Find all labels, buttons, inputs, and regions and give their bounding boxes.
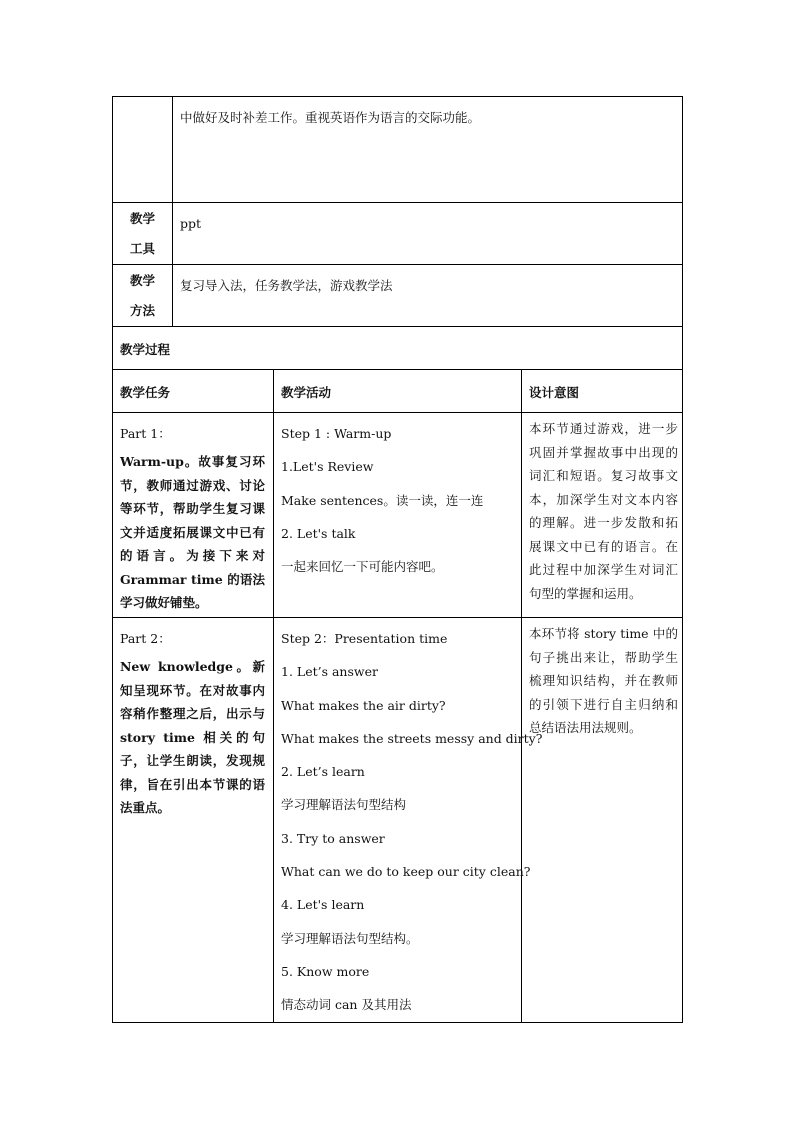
- methods-label-line-1: 教学: [129, 273, 155, 288]
- tools-value: ppt: [173, 203, 683, 265]
- lesson-plan-table: [112, 96, 683, 1023]
- part1-design: 本环节通过游戏，进一步巩固并掌握故事中出现的词汇和短语。复习故事文本，加深学生对文本内容的理解。进一步发散和拓展课文中已有的语言。在此过程中加深学生对词汇句型的掌握和运用。: [522, 413, 683, 618]
- part2-activity: 学习理解语法句型结构: [281, 797, 407, 813]
- part2-activity: What makes the streets messy and dirty?: [281, 730, 543, 746]
- methods-value: 复习导入法，任务教学法，游戏教学法: [173, 265, 683, 327]
- part1-activity: 一起来回忆一下可能内容吧。: [281, 559, 444, 575]
- part2-activity: 学习理解语法句型结构。: [281, 930, 419, 946]
- header-row: [113, 370, 683, 413]
- part1-activity: 2. Let's talk: [281, 525, 356, 541]
- part2-activity: 3. Try to answer: [281, 830, 385, 846]
- tools-label: [113, 203, 173, 265]
- intro-label-cell: [113, 97, 173, 203]
- tools-label-line-1: 教学: [129, 211, 155, 226]
- part1-activity: Step 1 : Warm-up: [281, 426, 392, 441]
- intro-text: 中做好及时补差工作。重视英语作为语言的交际功能。: [173, 97, 683, 203]
- part2-activity: 2. Let’s learn: [281, 764, 365, 780]
- part2-activity: 1. Let’s answer: [281, 664, 378, 680]
- process-row: [113, 327, 683, 370]
- header-activity: 教学活动: [274, 370, 522, 413]
- header-design: 设计意图: [522, 370, 683, 413]
- part2-activity: 情态动词 can 及其用法: [281, 997, 412, 1013]
- tools-label-line-2: 工具: [129, 241, 155, 256]
- methods-label: [113, 265, 173, 327]
- part1-activity-cell: [274, 413, 522, 618]
- part1-task-desc: Warm-up。故事复习环节，教师通过游戏、讨论等环节，帮助学生复习课文并适度拓展课文中已有的语言。为接下来对 Grammar time 的语法学习做好铺垫。: [120, 454, 265, 611]
- part2-title: Part 2：: [120, 631, 171, 646]
- header-task: 教学任务: [113, 370, 274, 413]
- part2-design: 本环节将 story time 中的句子挑出来让，帮助学生梳理知识结构，并在教师的引领下进行自主归纳和总结语法用法规则。: [522, 618, 683, 1023]
- part2-task-desc: New knowledge。新知呈现环节。在对故事内容稍作整理之后，出示与 story time 相关的句子，让学生朗读，发现规律，旨在引出本节课的语法重点。: [120, 659, 265, 816]
- part2-activity: 4. Let's learn: [281, 897, 365, 913]
- methods-row: [113, 265, 683, 327]
- part2-activity: What makes the air dirty?: [281, 697, 446, 713]
- part1-activity: 1.Let's Review: [281, 459, 374, 475]
- part2-activity: 5. Know more: [281, 963, 370, 979]
- part1-title: Part 1：: [120, 426, 171, 441]
- intro-row: [113, 97, 683, 203]
- tools-row: [113, 203, 683, 265]
- part2-row: [113, 618, 683, 1023]
- part1-task-cell: [113, 413, 274, 618]
- part1-row: [113, 413, 683, 618]
- part2-activity-cell: [274, 618, 543, 1023]
- part2-activity: Step 2：Presentation time: [281, 631, 448, 646]
- process-title: 教学过程: [113, 327, 683, 370]
- part2-activity: What can we do to keep our city clean?: [281, 864, 531, 880]
- part2-task-cell: [113, 618, 274, 1023]
- methods-label-line-2: 方法: [129, 303, 155, 318]
- part1-activity: Make sentences。读一读，连一连: [281, 492, 484, 508]
